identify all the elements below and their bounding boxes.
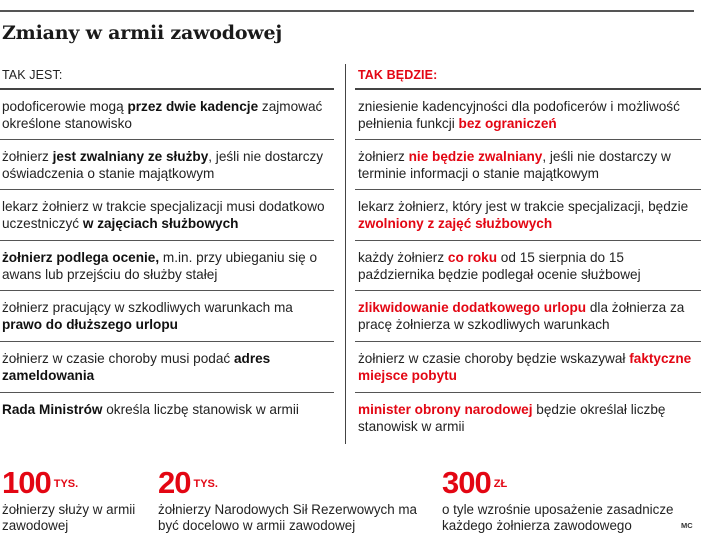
current-rule-cell: Rada Ministrów określa liczbę stanowisk w armii (0, 392, 334, 443)
future-rule-cell: zlikwidowanie dodatkowego urlopu dla żołnierza za pracę żołnierza w szkodliwych warunkach (355, 290, 701, 341)
future-rule-cell: żołnierz nie będzie zwalniany, jeśli nie dostarczy w terminie informacji o stanie majątkowym (355, 139, 701, 190)
highlight-change: co roku (447, 249, 498, 265)
highlight-change: bez ograniczeń (458, 116, 557, 131)
column-header-current: TAK JEST: (2, 68, 63, 82)
table-row (0, 189, 702, 240)
future-rule-cell: każdy żołnierz co roku od 15 sierpnia do 15 października będzie podlegał ocenie służbowej (355, 240, 701, 291)
current-rule-cell: podoficerowie mogą przez dwie kadencje zajmować określone stanowisko (0, 88, 334, 139)
stat-unit: ZŁ (493, 478, 508, 490)
highlight-current: przez dwie kadencje (127, 99, 259, 114)
stat-number: 300 (442, 465, 491, 500)
stat-unit: TYS. (193, 478, 218, 490)
stat-description: o tyle wzrośnie uposażenie zasadnicze każdego żołnierza zawodowego (442, 502, 674, 533)
stat-number: 20 (158, 465, 191, 500)
highlight-change: faktyczne miejsce pobytu (358, 350, 692, 383)
highlight-current: prawo do dłuższego urlopu (2, 317, 178, 333)
future-rule-cell: lekarz żołnierz, który jest w trakcie specjalizacji, będzie zwolniony z zajęć służbowych (355, 189, 701, 240)
highlight-change: minister obrony narodowej (358, 401, 533, 417)
current-rule-cell: żołnierz podlega ocenie, m.in. przy ubieganiu się o awans lub przejściu do służby stałej (0, 240, 334, 291)
table-row (0, 290, 702, 341)
highlight-change: zwolniony z zajęć służbowych (358, 216, 553, 232)
current-rule-cell: żołnierz jest zwalniany ze służby, jeśli nie dostarczy oświadczenia o stanie majątkowym (0, 139, 334, 190)
highlight-current: adres zameldowania (2, 350, 271, 383)
comparison-table (0, 88, 702, 442)
stat-description: żołnierzy Narodowych Sił Rezerwowych ma być docelowo w armii zawodowej (158, 502, 417, 533)
stat-unit: TYS. (53, 478, 79, 490)
current-rule-cell: żołnierz pracujący w szkodliwych warunkach ma prawo do dłuższego urlopu (0, 290, 334, 341)
future-rule-cell: minister obrony narodowej będzie określał liczbę stanowisk w armii (355, 392, 701, 443)
table-row (0, 139, 702, 190)
highlight-change: zlikwidowanie dodatkowego urlopu (358, 300, 587, 316)
table-row (0, 341, 702, 392)
highlight-current: w zajęciach służbowych (82, 216, 239, 232)
page-title: Zmiany w armii zawodowej (2, 22, 283, 44)
author-credit: MC (681, 521, 693, 530)
stat-salary-increase (442, 465, 692, 534)
top-rule (0, 10, 694, 12)
table-row (0, 392, 702, 443)
highlight-current: żołnierz podlega ocenie, (2, 249, 160, 265)
stat-number: 100 (2, 465, 51, 500)
stat-reserve-forces (158, 465, 428, 534)
stat-description: żołnierzy służy w armii zawodowej (2, 502, 136, 533)
current-rule-cell: żołnierz w czasie choroby musi podać adres zameldowania (0, 341, 334, 392)
stat-professional-soldiers (2, 465, 152, 534)
highlight-change: nie będzie zwalniany (408, 148, 543, 164)
highlight-current: Rada Ministrów (2, 401, 103, 417)
table-row (0, 88, 702, 139)
column-header-future: TAK BĘDZIE: (358, 68, 438, 82)
current-rule-cell: lekarz żołnierz w trakcie specjalizacji musi dodatkowo uczestniczyć w zajęciach służbowych (0, 189, 334, 240)
table-row (0, 240, 702, 291)
future-rule-cell: zniesienie kadencyjności dla podoficerów i możliwość pełnienia funkcji bez ograniczeń (355, 88, 701, 139)
highlight-current: jest zwalniany ze służby (52, 148, 209, 164)
future-rule-cell: żołnierz w czasie choroby będzie wskazywał faktyczne miejsce pobytu (355, 341, 701, 392)
